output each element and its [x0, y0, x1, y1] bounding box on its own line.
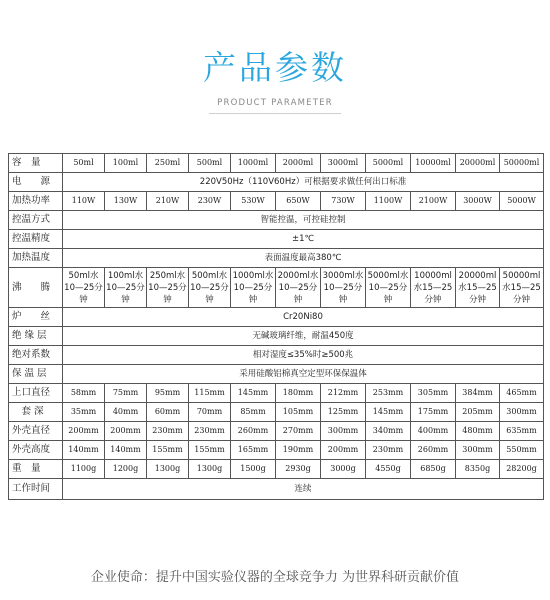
- table-cell: 70mm: [189, 403, 231, 422]
- row-value-merged: 智能控温，可控硅控制: [63, 211, 544, 230]
- row-label: 上口直径: [9, 384, 63, 403]
- row-value-merged: Cr20Ni80: [63, 308, 544, 327]
- table-cell: 260mm: [231, 422, 276, 441]
- table-row: [9, 441, 544, 460]
- table-row: [9, 327, 544, 346]
- row-label: 绝 缘 层: [9, 327, 63, 346]
- table-row: [9, 384, 544, 403]
- table-cell: 155mm: [189, 441, 231, 460]
- row-label: 保 温 层: [9, 365, 63, 384]
- row-value-merged: ±1℃: [63, 230, 544, 249]
- table-cell: 145mm: [231, 384, 276, 403]
- table-cell: 50000ml水15—25分钟: [500, 268, 544, 308]
- table-cell: 230W: [189, 192, 231, 211]
- table-cell: 250ml水10—25分钟: [147, 268, 189, 308]
- table-cell: 125mm: [321, 403, 366, 422]
- table-cell: 6850g: [411, 460, 456, 479]
- table-cell: 230mm: [366, 441, 411, 460]
- table-cell: 35mm: [63, 403, 105, 422]
- parameter-table: [8, 153, 544, 500]
- table-cell: 180mm: [276, 384, 321, 403]
- table-cell: 300mm: [321, 422, 366, 441]
- table-cell: 5000W: [500, 192, 544, 211]
- table-cell: 730W: [321, 192, 366, 211]
- table-cell: 85mm: [231, 403, 276, 422]
- table-row: [9, 249, 544, 268]
- table-cell: 8350g: [456, 460, 500, 479]
- table-cell: 50ml: [63, 154, 105, 173]
- table-cell: 140mm: [105, 441, 147, 460]
- row-value-merged: 220V50Hz（110V60Hz）可根据要求做任何出口标准: [63, 173, 544, 192]
- table-cell: 500ml: [189, 154, 231, 173]
- table-cell: 270mm: [276, 422, 321, 441]
- table-cell: 10000ml: [411, 154, 456, 173]
- row-label: 容 量: [9, 154, 63, 173]
- row-label: 沸 腾: [9, 268, 63, 308]
- row-label: 控温精度: [9, 230, 63, 249]
- table-cell: 4550g: [366, 460, 411, 479]
- table-cell: 200mm: [105, 422, 147, 441]
- table-cell: 20000ml: [456, 154, 500, 173]
- table-cell: 480mm: [456, 422, 500, 441]
- parameter-table-body: [9, 154, 544, 500]
- table-cell: 110W: [63, 192, 105, 211]
- table-cell: 1100W: [366, 192, 411, 211]
- table-row: [9, 308, 544, 327]
- row-label: 外壳直径: [9, 422, 63, 441]
- table-cell: 50ml水10—25分钟: [63, 268, 105, 308]
- table-row: [9, 211, 544, 230]
- row-label: 绝对系数: [9, 346, 63, 365]
- table-cell: 260mm: [411, 441, 456, 460]
- row-label: 外壳高度: [9, 441, 63, 460]
- table-cell: 205mm: [456, 403, 500, 422]
- table-cell: 145mm: [366, 403, 411, 422]
- row-value-merged: 表面温度最高380℃: [63, 249, 544, 268]
- table-cell: 5000ml水10—25分钟: [366, 268, 411, 308]
- table-row: [9, 192, 544, 211]
- row-label: 炉 丝: [9, 308, 63, 327]
- row-label: 重 量: [9, 460, 63, 479]
- table-cell: 115mm: [189, 384, 231, 403]
- table-row: [9, 230, 544, 249]
- table-cell: 305mm: [411, 384, 456, 403]
- page-subtitle: PRODUCT PARAMETER: [217, 98, 333, 108]
- row-value-merged: 连续: [63, 479, 544, 500]
- page-header: [0, 48, 550, 114]
- page-title: 产品参数: [203, 48, 347, 87]
- table-cell: 635mm: [500, 422, 544, 441]
- row-label: 工作时间: [9, 479, 63, 500]
- table-cell: 1000ml: [231, 154, 276, 173]
- row-label: 电 源: [9, 173, 63, 192]
- table-cell: 155mm: [147, 441, 189, 460]
- table-row: [9, 365, 544, 384]
- table-cell: 210W: [147, 192, 189, 211]
- table-row: [9, 268, 544, 308]
- table-cell: 1200g: [105, 460, 147, 479]
- company-mission: 企业使命：提升中国实验仪器的全球竞争力 为世界科研贡献价值: [90, 570, 460, 585]
- table-cell: 75mm: [105, 384, 147, 403]
- table-cell: 10000ml水15—25分钟: [411, 268, 456, 308]
- table-cell: 1300g: [189, 460, 231, 479]
- row-label: 加热温度: [9, 249, 63, 268]
- table-cell: 300mm: [456, 441, 500, 460]
- table-cell: 500ml水10—25分钟: [189, 268, 231, 308]
- table-cell: 212mm: [321, 384, 366, 403]
- table-cell: 2930g: [276, 460, 321, 479]
- row-label: 控温方式: [9, 211, 63, 230]
- table-cell: 650W: [276, 192, 321, 211]
- table-cell: 340mm: [366, 422, 411, 441]
- table-cell: 1100g: [63, 460, 105, 479]
- table-cell: 1500g: [231, 460, 276, 479]
- table-cell: 190mm: [276, 441, 321, 460]
- table-cell: 200mm: [63, 422, 105, 441]
- row-value-merged: 无碱玻璃纤维，耐温450度: [63, 327, 544, 346]
- table-cell: 1300g: [147, 460, 189, 479]
- table-cell: 130W: [105, 192, 147, 211]
- table-cell: 28200g: [500, 460, 544, 479]
- table-cell: 95mm: [147, 384, 189, 403]
- table-cell: 230mm: [189, 422, 231, 441]
- table-row: [9, 479, 544, 500]
- table-cell: 50000ml: [500, 154, 544, 173]
- table-cell: 165mm: [231, 441, 276, 460]
- table-cell: 60mm: [147, 403, 189, 422]
- table-cell: 3000W: [456, 192, 500, 211]
- title-divider: [209, 113, 341, 114]
- table-cell: 175mm: [411, 403, 456, 422]
- table-cell: 2000ml水10—25分钟: [276, 268, 321, 308]
- table-cell: 3000ml水10—25分钟: [321, 268, 366, 308]
- table-cell: 100ml水10—25分钟: [105, 268, 147, 308]
- table-cell: 253mm: [366, 384, 411, 403]
- table-cell: 100ml: [105, 154, 147, 173]
- table-cell: 2100W: [411, 192, 456, 211]
- table-cell: 140mm: [63, 441, 105, 460]
- table-cell: 5000ml: [366, 154, 411, 173]
- row-value-merged: 采用硅酸铝棉真空定型环保保温体: [63, 365, 544, 384]
- table-cell: 1000ml水10—25分钟: [231, 268, 276, 308]
- table-row: [9, 173, 544, 192]
- table-row: [9, 346, 544, 365]
- table-cell: 530W: [231, 192, 276, 211]
- table-cell: 300mm: [500, 403, 544, 422]
- table-cell: 3000g: [321, 460, 366, 479]
- table-row: [9, 403, 544, 422]
- table-cell: 250ml: [147, 154, 189, 173]
- row-label: 套 深: [9, 403, 63, 422]
- table-cell: 230mm: [147, 422, 189, 441]
- table-row: [9, 460, 544, 479]
- table-cell: 465mm: [500, 384, 544, 403]
- table-cell: 200mm: [321, 441, 366, 460]
- row-label: 加热功率: [9, 192, 63, 211]
- table-row: [9, 422, 544, 441]
- table-row: [9, 154, 544, 173]
- table-cell: 40mm: [105, 403, 147, 422]
- table-cell: 105mm: [276, 403, 321, 422]
- table-cell: 550mm: [500, 441, 544, 460]
- row-value-merged: 相对湿度≤35%时≥500兆: [63, 346, 544, 365]
- table-cell: 384mm: [456, 384, 500, 403]
- table-cell: 400mm: [411, 422, 456, 441]
- table-cell: 20000ml水15—25分钟: [456, 268, 500, 308]
- table-cell: 2000ml: [276, 154, 321, 173]
- table-cell: 58mm: [63, 384, 105, 403]
- table-cell: 3000ml: [321, 154, 366, 173]
